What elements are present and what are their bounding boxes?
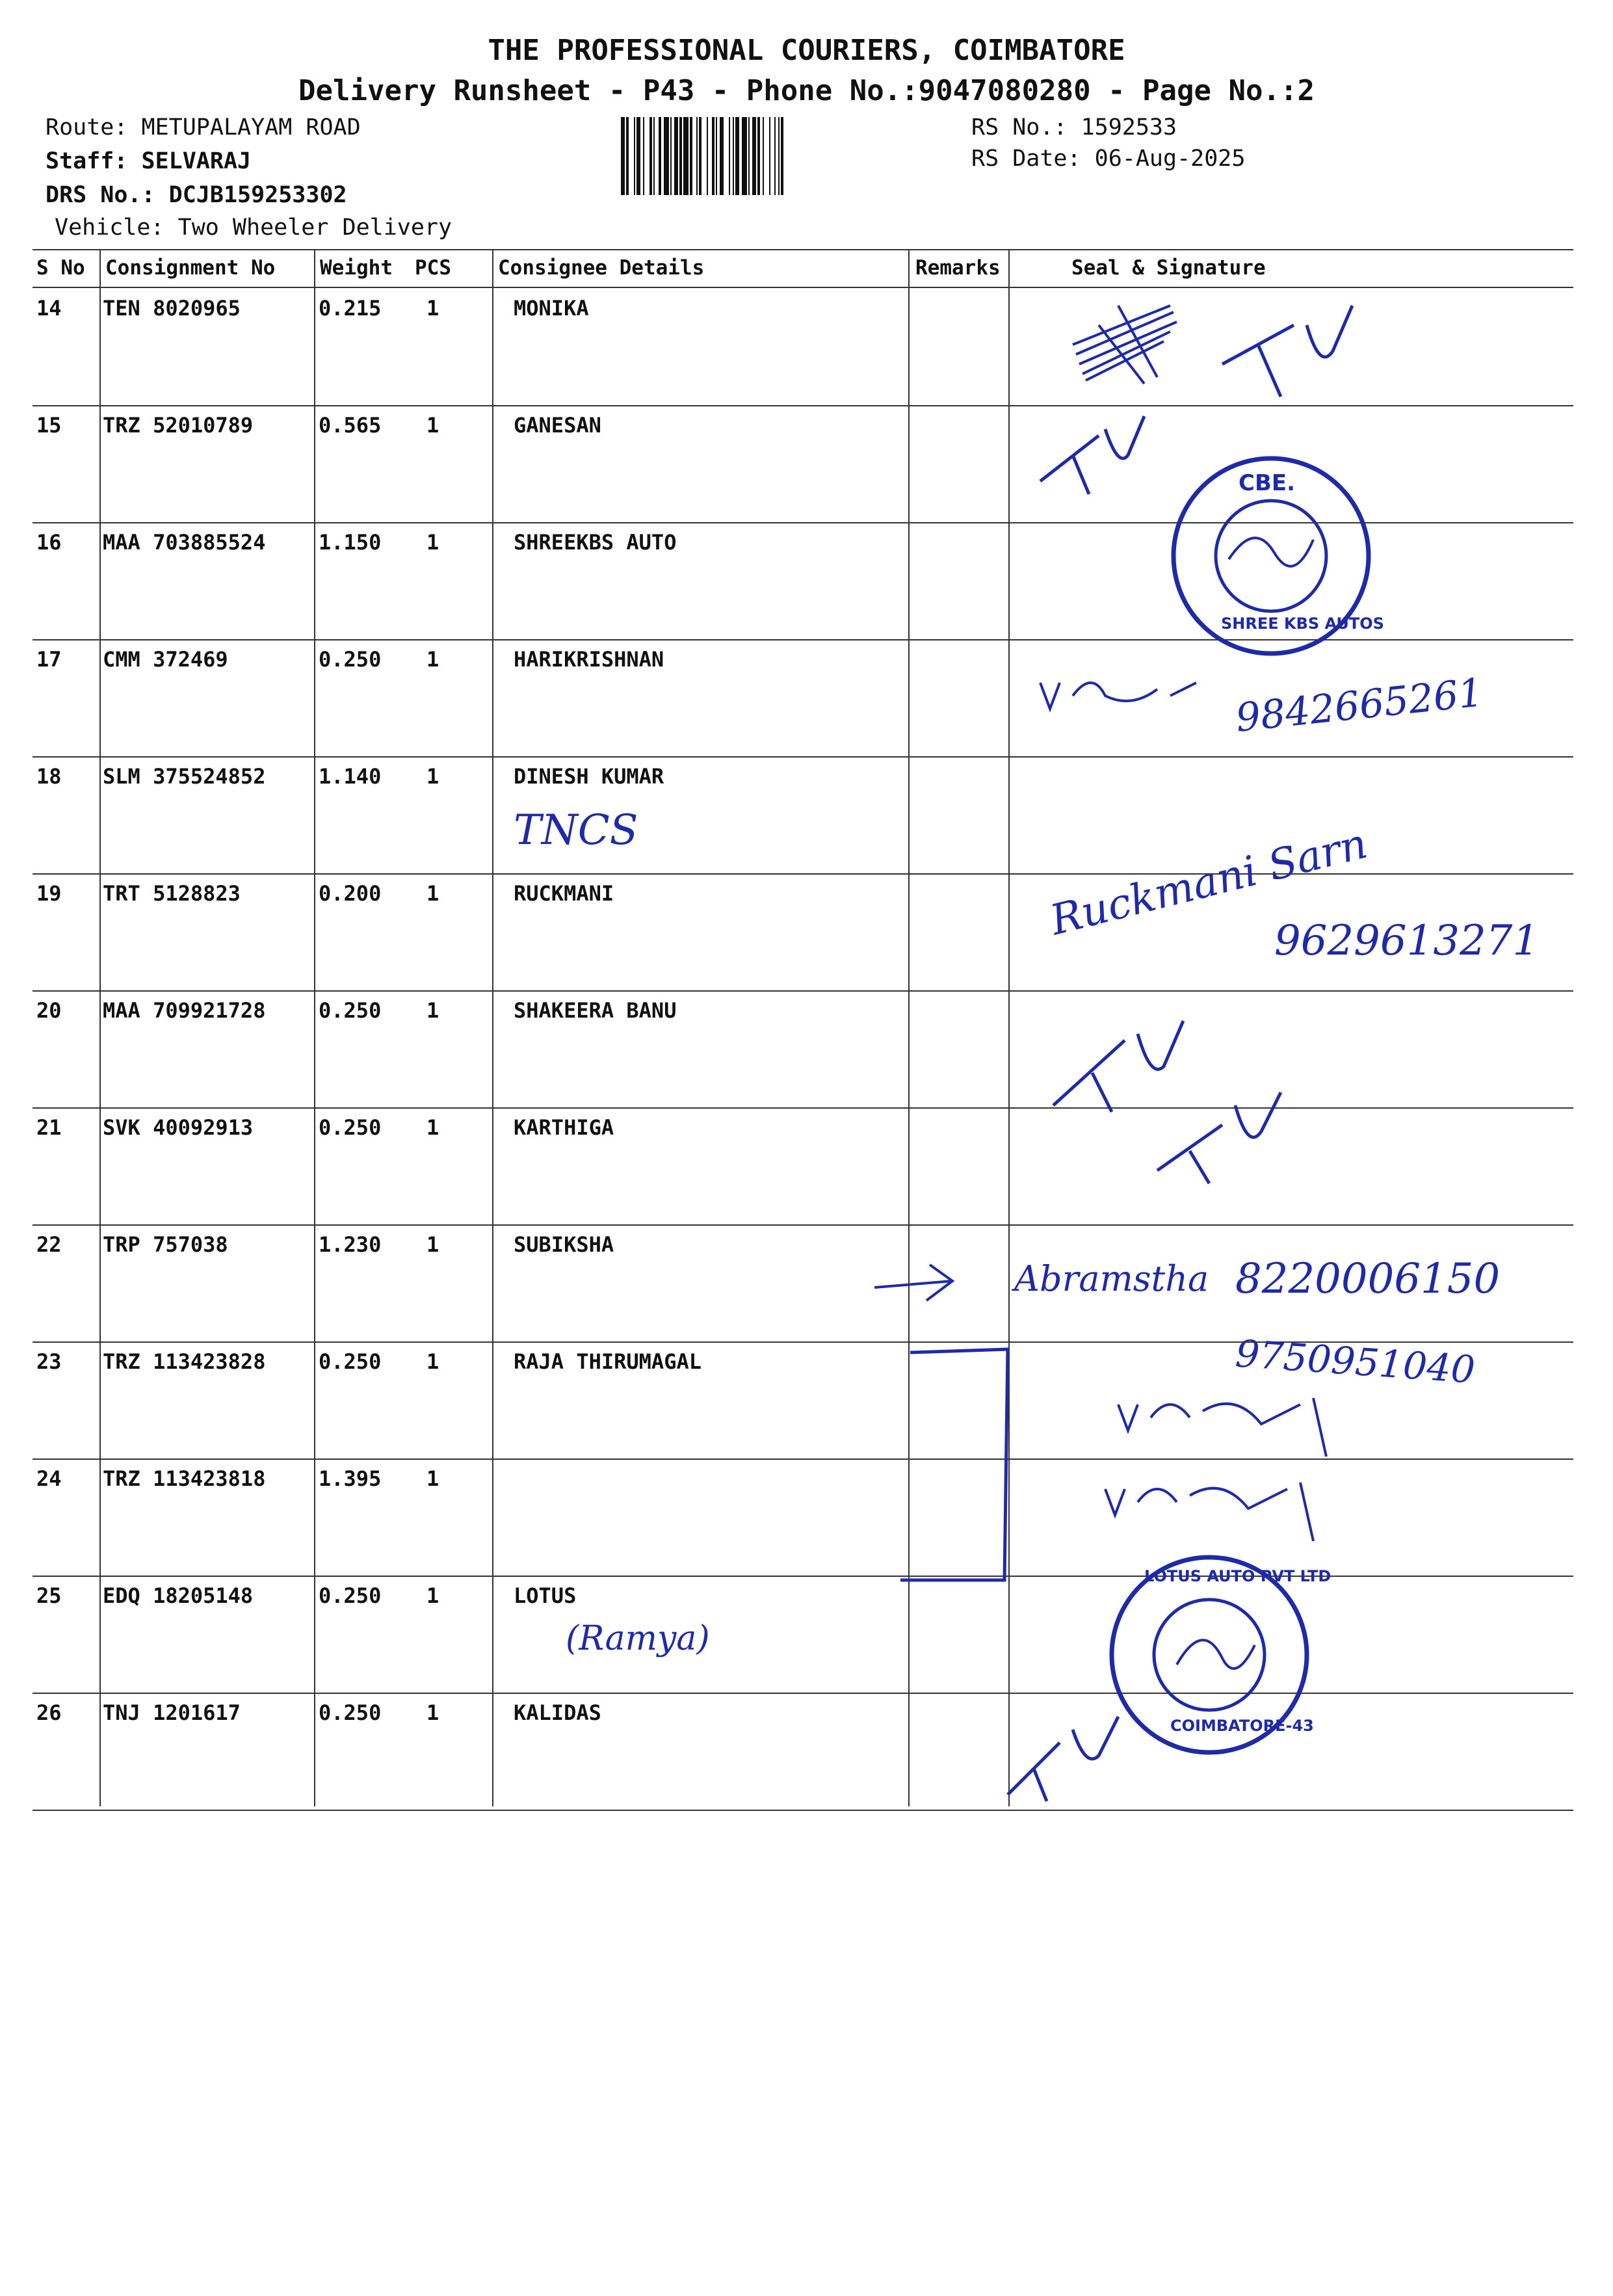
row-sno: 18 xyxy=(36,764,62,789)
row-weight: 0.565 xyxy=(319,413,382,438)
row-weight: 1.395 xyxy=(319,1466,382,1491)
row-sno: 22 xyxy=(36,1232,62,1257)
row-sno: 25 xyxy=(36,1583,62,1608)
row-sno: 26 xyxy=(36,1700,62,1725)
row-consignment: TNJ 1201617 xyxy=(103,1700,241,1725)
row-weight: 0.250 xyxy=(319,1115,382,1140)
row-weight: 1.230 xyxy=(319,1232,382,1257)
row-sno: 21 xyxy=(36,1115,62,1140)
stamp-lotus-text: LOTUS AUTO PVT LTD xyxy=(1144,1567,1331,1585)
row-pcs: 1 xyxy=(426,413,439,438)
row-weight: 0.250 xyxy=(319,1700,382,1725)
row-consignee: DINESH KUMAR xyxy=(514,764,664,789)
row-weight: 0.250 xyxy=(319,647,382,672)
drs-label: DRS No.: xyxy=(46,182,155,208)
row-pcs: 1 xyxy=(426,1700,439,1725)
row-pcs: 1 xyxy=(426,998,439,1023)
phone-note-23: 9750951040 xyxy=(1234,1331,1476,1392)
row-consignee: SHREEKBS AUTO xyxy=(514,530,677,555)
phone-note-17: 9842665261 xyxy=(1233,670,1486,741)
header-remarks: Remarks xyxy=(915,256,1001,280)
row-weight: 1.140 xyxy=(319,764,382,789)
row-weight: 0.250 xyxy=(319,998,382,1023)
stamp-shree-text: SHREE KBS AUTOS xyxy=(1221,614,1384,633)
header-sno: S No xyxy=(36,256,85,280)
phone-note-22: 8220006150 xyxy=(1235,1255,1501,1303)
route-value: METUPALAYAM ROAD xyxy=(141,114,361,140)
row-weight: 1.150 xyxy=(319,530,382,555)
drs-value: DCJB159253302 xyxy=(168,182,347,208)
row-pcs: 1 xyxy=(426,296,439,321)
signature-mark xyxy=(1040,683,1326,1541)
row-consignment: TRZ 113423828 xyxy=(103,1349,266,1374)
tncs-note: TNCS xyxy=(514,806,638,854)
row-pcs: 1 xyxy=(426,1232,439,1257)
row-pcs: 1 xyxy=(426,1466,439,1491)
row-pcs: 1 xyxy=(426,1349,439,1374)
row-consignee: LOTUS xyxy=(514,1583,577,1608)
row-sno: 15 xyxy=(36,413,62,438)
row-pcs: 1 xyxy=(426,881,439,906)
row-consignee: SUBIKSHA xyxy=(514,1232,614,1257)
stamp-cbe-text: CBE. xyxy=(1239,470,1296,496)
row-consignment: CMM 372469 xyxy=(103,647,228,672)
row-consignment: TEN 8020965 xyxy=(103,296,241,321)
row-sno: 23 xyxy=(36,1349,62,1374)
stamp-coimbatore-text: COIMBATORE-43 xyxy=(1170,1717,1314,1735)
row-consignee: KALIDAS xyxy=(514,1700,601,1725)
vehicle-line: Vehicle: Two Wheeler Delivery xyxy=(55,215,452,241)
row-consignment: TRP 757038 xyxy=(103,1232,228,1257)
row-consignee: RUCKMANI xyxy=(514,881,614,906)
row-consignment: TRT 5128823 xyxy=(103,881,241,906)
row-pcs: 1 xyxy=(426,764,439,789)
row-sno: 16 xyxy=(36,530,62,555)
rs-number: RS No.: 1592533 xyxy=(971,114,1177,140)
row-weight: 0.215 xyxy=(319,296,382,321)
ramya-note: (Ramya) xyxy=(566,1619,710,1658)
row-consignment: MAA 703885524 xyxy=(103,530,266,555)
row-consignee: HARIKRISHNAN xyxy=(514,647,664,672)
row-consignee: SHAKEERA BANU xyxy=(514,998,677,1023)
runsheet-title: Delivery Runsheet - P43 - Phone No.:9047080280 - Page No.:2 xyxy=(298,74,1315,107)
row-consignee: GANESAN xyxy=(514,413,601,438)
row-consignee: RAJA THIRUMAGAL xyxy=(514,1349,702,1374)
header-consignment: Consignment No xyxy=(105,256,276,280)
row-weight: 0.250 xyxy=(319,1349,382,1374)
row-pcs: 1 xyxy=(426,647,439,672)
row-consignment: TRZ 113423818 xyxy=(103,1466,266,1491)
row-consignment: MAA 709921728 xyxy=(103,998,266,1023)
header-weight: Weight xyxy=(320,256,393,280)
header-consignee: Consignee Details xyxy=(498,256,705,280)
row-consignment: EDQ 18205148 xyxy=(103,1583,254,1608)
row-consignee: MONIKA xyxy=(514,296,589,321)
phone-note-19: 9629613271 xyxy=(1274,917,1540,965)
header-signature: Seal & Signature xyxy=(1071,256,1266,280)
scribble-mark xyxy=(1073,306,1177,384)
row-pcs: 1 xyxy=(426,1115,439,1140)
bracket-mark xyxy=(900,1349,1008,1580)
row-sno: 19 xyxy=(36,881,62,906)
company-title: THE PROFESSIONAL COURIERS, COIMBATORE xyxy=(488,34,1125,67)
rs-date: RS Date: 06-Aug-2025 xyxy=(971,146,1246,172)
arrow-mark xyxy=(874,1265,952,1300)
row-pcs: 1 xyxy=(426,1583,439,1608)
row-weight: 0.200 xyxy=(319,881,382,906)
staff-label: Staff: xyxy=(46,148,128,174)
ruckmani-signature: Ruckmani Sarn xyxy=(1045,819,1372,945)
staff-value: SELVARAJ xyxy=(141,148,252,174)
row-sno: 17 xyxy=(36,647,62,672)
row-consignment: TRZ 52010789 xyxy=(103,413,254,438)
row-consignee: KARTHIGA xyxy=(514,1115,614,1140)
row-pcs: 1 xyxy=(426,530,439,555)
route-label: Route: xyxy=(46,114,128,140)
row-sno: 20 xyxy=(36,998,62,1023)
header-pcs: PCS xyxy=(415,256,451,280)
row-sno: 24 xyxy=(36,1466,62,1491)
signature-22: Abramstha xyxy=(1014,1258,1209,1299)
row-sno: 14 xyxy=(36,296,62,321)
row-consignment: SLM 375524852 xyxy=(103,764,266,789)
row-weight: 0.250 xyxy=(319,1583,382,1608)
row-consignment: SVK 40092913 xyxy=(103,1115,254,1140)
